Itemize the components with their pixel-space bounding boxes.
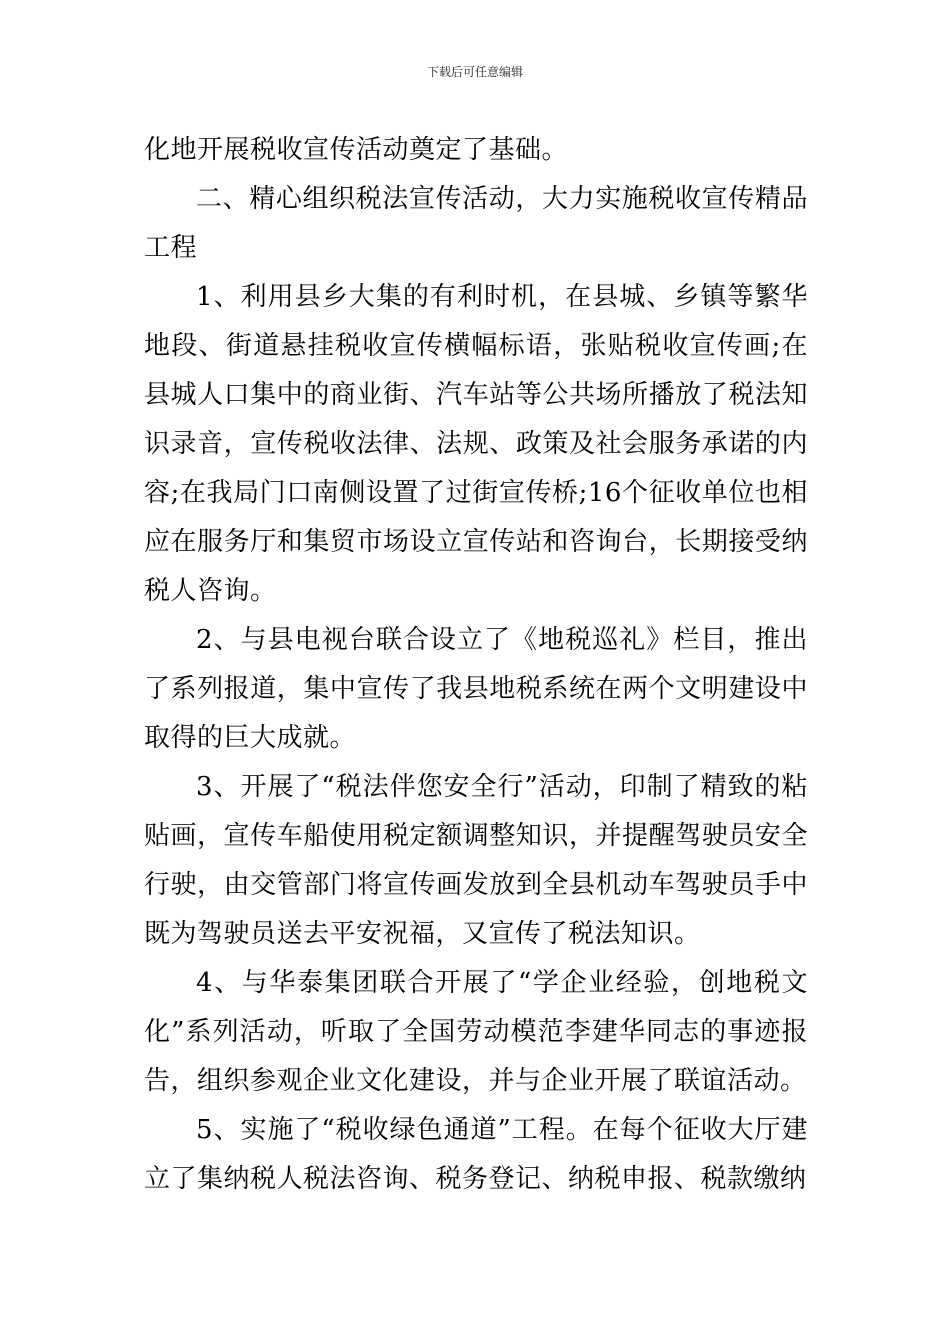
section-heading: 二、精心组织税法宣传活动，大力实施税收宣传精品工程 <box>144 184 808 263</box>
paragraph-item-1: 1、利用县乡大集的有利时机，在县城、乡镇等繁华地段、街道悬挂税收宣传横幅标语，张贴税收宣传画;在县城人口集中的商业街、汽车站等公共场所播放了税法知识录音，宣传税收法律、法规、政策及社会服务承诺的内容;在我局门口南侧设置了过街宣传桥;16个征收单位也相应在服务厅和集贸市场设立宣传站和咨询台，长期接受纳税人咨询。 <box>144 282 808 606</box>
paragraph-item-4: 4、与华泰集团联合开展了“学企业经验，创地税文化”系列活动，听取了全国劳动模范李建华同志的事迹报告，组织参观企业文化建设，并与企业开展了联谊活动。 <box>144 968 808 1096</box>
paragraph-item-2: 2、与县电视台联合设立了《地税巡礼》栏目，推出了系列报道，集中宣传了我县地税系统在两个文明建设中取得的巨大成就。 <box>144 625 808 753</box>
paragraph-item-5: 5、实施了“税收绿色通道”工程。在每个征收大厅建立了集纳税人税法咨询、税务登记、纳税申报、税款缴纳 <box>144 1115 808 1194</box>
paragraph-item-3: 3、开展了“税法伴您安全行”活动，印制了精致的粘贴画，宣传车船使用税定额调整知识，并提醒驾驶员安全行驶，由交管部门将宣传画发放到全县机动车驾驶员手中既为驾驶员送去平安祝福，又宣传了税法知识。 <box>144 772 808 949</box>
page-header: 下载后可任意编辑 <box>426 65 523 79</box>
paragraph-continuation: 化地开展税收宣传活动奠定了基础。 <box>144 135 569 165</box>
document-body <box>144 126 808 1204</box>
